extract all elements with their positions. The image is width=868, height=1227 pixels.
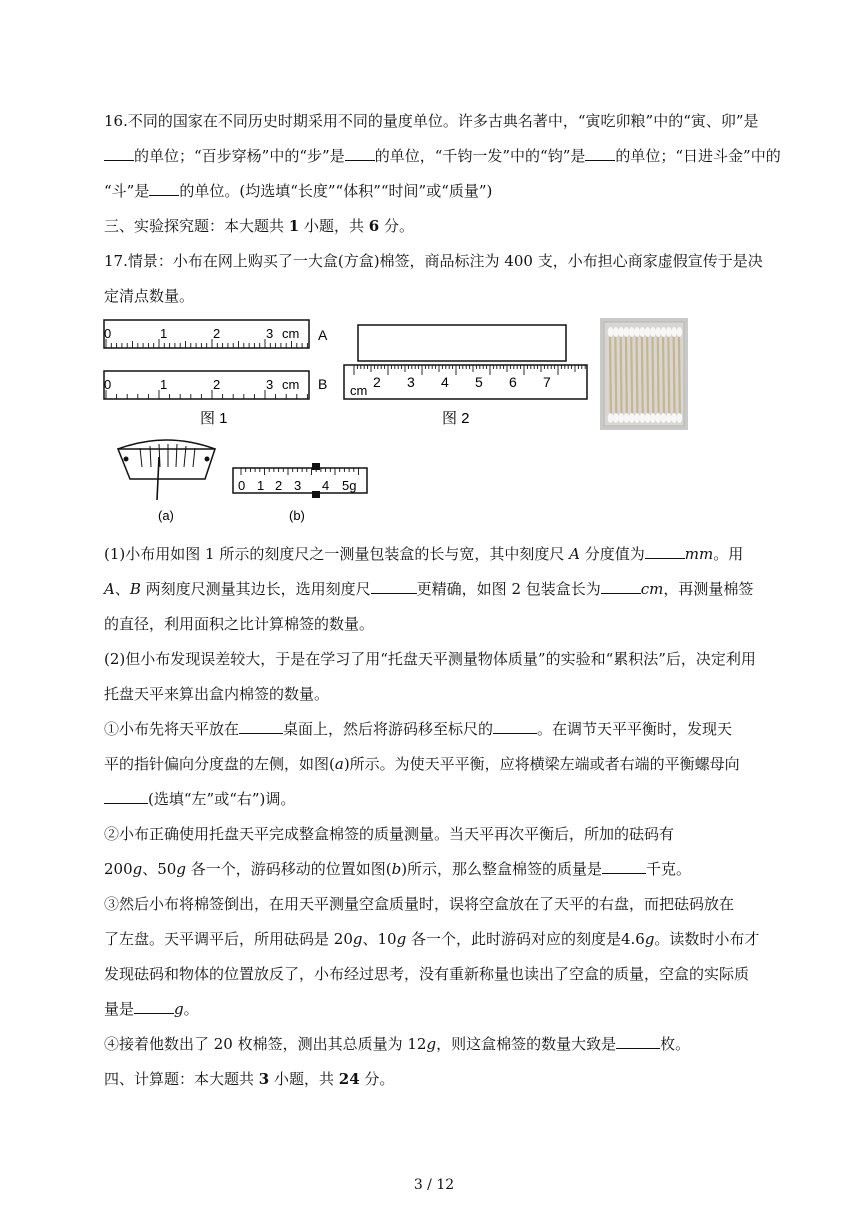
ruler-a-tick-3: 3 bbox=[266, 326, 274, 341]
q16-line-2: 的单位；“百步穿杨”中的“步”是 的单位，“千钧一发”中的“钧”是 的单位；“日进斗金”中的 bbox=[104, 146, 781, 166]
ruler-2-unit: cm bbox=[350, 383, 368, 398]
ruler-b-tick-1: 1 bbox=[160, 377, 168, 392]
section-3-heading: 三、实验探究题：本大题共 1 小题，共 6 分。 bbox=[104, 217, 414, 235]
cotton-swab-stick bbox=[637, 332, 638, 418]
ruler-a-tick-0: 0 bbox=[104, 326, 112, 341]
cotton-swab-tip bbox=[650, 327, 656, 337]
answer-blank[interactable] bbox=[601, 579, 641, 594]
fig1-caption: 图 1 bbox=[200, 410, 228, 427]
q16-line-3: “斗”是 的单位。(均选填“长度”“体积”“时间”或“质量”) bbox=[104, 182, 493, 200]
answer-blank[interactable] bbox=[616, 1034, 660, 1049]
ruler-2-tick-4: 4 bbox=[441, 374, 449, 390]
cotton-swab-tip bbox=[608, 327, 614, 337]
cotton-swab-stick bbox=[647, 332, 648, 418]
ruler-b-tick-3: 3 bbox=[266, 377, 274, 392]
answer-blank[interactable] bbox=[345, 146, 375, 161]
rider-tick-1: 1 bbox=[257, 478, 265, 493]
rider-tick-0: 0 bbox=[238, 478, 246, 493]
ruler-b-unit: cm bbox=[282, 377, 300, 392]
s3-line-1: ③然后小布将棉签倒出，在用天平测量空盒质量时，误将空盒放在了天平的右盘，而把砝码放在 bbox=[104, 895, 735, 913]
cotton-swab-tip bbox=[634, 327, 640, 337]
s4-line: ④接着他数出了 20 枚棉签，测出其总质量为 12g，则这盒棉签的数量大致是 枚。 bbox=[104, 1035, 691, 1053]
cotton-swab-tip bbox=[608, 413, 614, 423]
cotton-swab-tip bbox=[645, 413, 651, 423]
cotton-swab-stick bbox=[642, 332, 643, 418]
figure-2 bbox=[344, 325, 587, 399]
cotton-swab-tip bbox=[624, 327, 630, 337]
rider-tick-4: 4 bbox=[322, 478, 330, 493]
cotton-swab-tip bbox=[629, 413, 635, 423]
s3-line-2: 了左盘。天平调平后，所用砝码是 20g、10g 各一个，此时游码对应的刻度是4.6g。读数时小布才 bbox=[104, 930, 760, 948]
q17-line-2: 定清点数量。 bbox=[104, 287, 195, 305]
s1-line-2: 平的指针偏向分度盘的左侧，如图(a)所示。为使天平平衡，应将横梁左端或者右端的平衡螺母向 bbox=[104, 755, 740, 773]
s3-line-4: 量是 g。 bbox=[104, 1000, 199, 1018]
cotton-swab-tip bbox=[618, 413, 624, 423]
cotton-swab-tip bbox=[629, 327, 635, 337]
cotton-swab-stick bbox=[668, 332, 669, 418]
cotton-swab-stick bbox=[626, 332, 627, 418]
answer-blank[interactable] bbox=[371, 579, 417, 594]
ruler-2-tick-5: 5 bbox=[475, 374, 483, 390]
cotton-swab-tip bbox=[666, 327, 672, 337]
p1-line-3: 的直径，利用面积之比计算棉签的数量。 bbox=[104, 615, 375, 633]
answer-blank[interactable] bbox=[585, 146, 615, 161]
ruler-2-tick-6: 6 bbox=[509, 374, 517, 390]
page-number: 3 / 12 bbox=[413, 1177, 455, 1193]
rider-marker-bottom bbox=[312, 491, 320, 498]
cotton-swab-tip bbox=[640, 327, 646, 337]
cotton-swab-tip bbox=[666, 413, 672, 423]
cotton-swab-tip bbox=[671, 413, 677, 423]
ruler-2-tick-2: 2 bbox=[373, 374, 381, 390]
ruler-a-unit: cm bbox=[282, 326, 300, 341]
s2-line-1: ②小布正确使用托盘天平完成整盒棉签的质量测量。当天平再次平衡后，所加的砝码有 bbox=[104, 825, 675, 843]
ruler-b bbox=[104, 371, 327, 399]
rider-marker-top bbox=[312, 463, 320, 470]
cotton-swab-tip bbox=[650, 413, 656, 423]
cotton-swab-tip bbox=[655, 413, 661, 423]
s1-line-3: (选填“左”或“右”)调。 bbox=[104, 789, 295, 809]
ruler-a bbox=[104, 320, 328, 348]
cotton-swab-photo bbox=[600, 318, 688, 430]
cotton-swab-stick bbox=[615, 332, 616, 418]
cotton-swab-tip bbox=[640, 413, 646, 423]
caption-b: (b) bbox=[289, 508, 305, 523]
cotton-swab-tip bbox=[645, 327, 651, 337]
rider-scale bbox=[233, 463, 367, 523]
cotton-swab-tip bbox=[661, 413, 667, 423]
answer-blank[interactable] bbox=[602, 859, 646, 874]
cotton-swab-stick bbox=[679, 332, 680, 418]
answer-blank[interactable] bbox=[493, 719, 537, 734]
ruler-2-tick-7: 7 bbox=[543, 374, 551, 390]
section-4-heading: 四、计算题：本大题共 3 小题，共 24 分。 bbox=[104, 1070, 395, 1088]
answer-blank[interactable] bbox=[645, 544, 685, 559]
p2-line-1: (2)但小布发现误差较大，于是在学习了用“托盘天平测量物体质量”的实验和“累积法”后，决定利用 bbox=[104, 650, 756, 668]
ruler-2-tick-3: 3 bbox=[407, 374, 415, 390]
balance-dial bbox=[118, 440, 215, 523]
caption-a: (a) bbox=[158, 508, 174, 523]
cotton-swab-tip bbox=[655, 327, 661, 337]
s2-line-2: 200g、50g 各一个，游码移动的位置如图(b)所示，那么整盒棉签的质量是 千克。 bbox=[104, 860, 692, 878]
cotton-swab-tip bbox=[618, 327, 624, 337]
cotton-swab-tip bbox=[661, 327, 667, 337]
answer-blank[interactable] bbox=[239, 719, 283, 734]
figure-area bbox=[0, 310, 868, 530]
cotton-swab-stick bbox=[663, 332, 664, 418]
cotton-swab-tip bbox=[624, 413, 630, 423]
p1-line-1: (1)小布用如图 1 所示的刻度尺之一测量包装盒的长与宽，其中刻度尺 A 分度值为 mm。用 bbox=[104, 545, 744, 563]
answer-blank[interactable] bbox=[104, 789, 148, 804]
ruler-a-tick-2: 2 bbox=[213, 326, 221, 341]
cotton-swab-tip bbox=[677, 413, 683, 423]
q16-line-1: 16.不同的国家在不同历史时期采用不同的量度单位。许多古典名著中，“寅吃卯粮”中的“寅、卯”是 bbox=[104, 112, 759, 130]
cotton-swab-stick bbox=[631, 332, 632, 418]
p1-line-2: A、B 两刻度尺测量其边长，选用刻度尺 更精确，如图 2 包装盒长为 cm，再测量棉签 bbox=[104, 580, 754, 598]
rider-tick-2: 2 bbox=[275, 478, 283, 493]
cotton-swab-stick bbox=[621, 332, 622, 418]
cotton-swab-tip bbox=[671, 327, 677, 337]
label-a: A bbox=[318, 327, 328, 343]
cotton-swab-tip bbox=[613, 327, 619, 337]
p2-line-2: 托盘天平来算出盒内棉签的数量。 bbox=[104, 685, 330, 703]
cotton-swab-stick bbox=[658, 332, 659, 418]
package-box bbox=[358, 325, 566, 361]
answer-blank[interactable] bbox=[134, 999, 174, 1014]
s1-line-1: ①小布先将天平放在 桌面上，然后将游码移至标尺的 。在调节天平平衡时，发现天 bbox=[104, 720, 733, 738]
cotton-swab-stick bbox=[610, 332, 611, 418]
ruler-a-tick-1: 1 bbox=[160, 326, 168, 341]
s3-line-3: 发现砝码和物体的位置放反了，小布经过思考，没有重新称量也读出了空盒的质量，空盒的实际质 bbox=[104, 965, 750, 983]
cotton-swab-stick bbox=[674, 332, 675, 418]
cotton-swab-tip bbox=[677, 327, 683, 337]
cotton-swab-stick bbox=[652, 332, 653, 418]
rider-tick-3: 3 bbox=[294, 478, 302, 493]
answer-blank[interactable] bbox=[104, 146, 134, 161]
ruler-b-tick-0: 0 bbox=[104, 377, 112, 392]
rider-tick-5: 5g bbox=[342, 478, 357, 493]
answer-blank[interactable] bbox=[149, 181, 179, 196]
ruler-b-tick-2: 2 bbox=[213, 377, 221, 392]
cotton-swab-tip bbox=[613, 413, 619, 423]
q17-line-1: 17.情景：小布在网上购买了一大盒(方盒)棉签，商品标注为 400 支，小布担心商家虚假宣传于是决 bbox=[104, 252, 763, 270]
label-b: B bbox=[318, 376, 328, 392]
fig2-caption: 图 2 bbox=[442, 410, 470, 427]
cotton-swab-tip bbox=[634, 413, 640, 423]
